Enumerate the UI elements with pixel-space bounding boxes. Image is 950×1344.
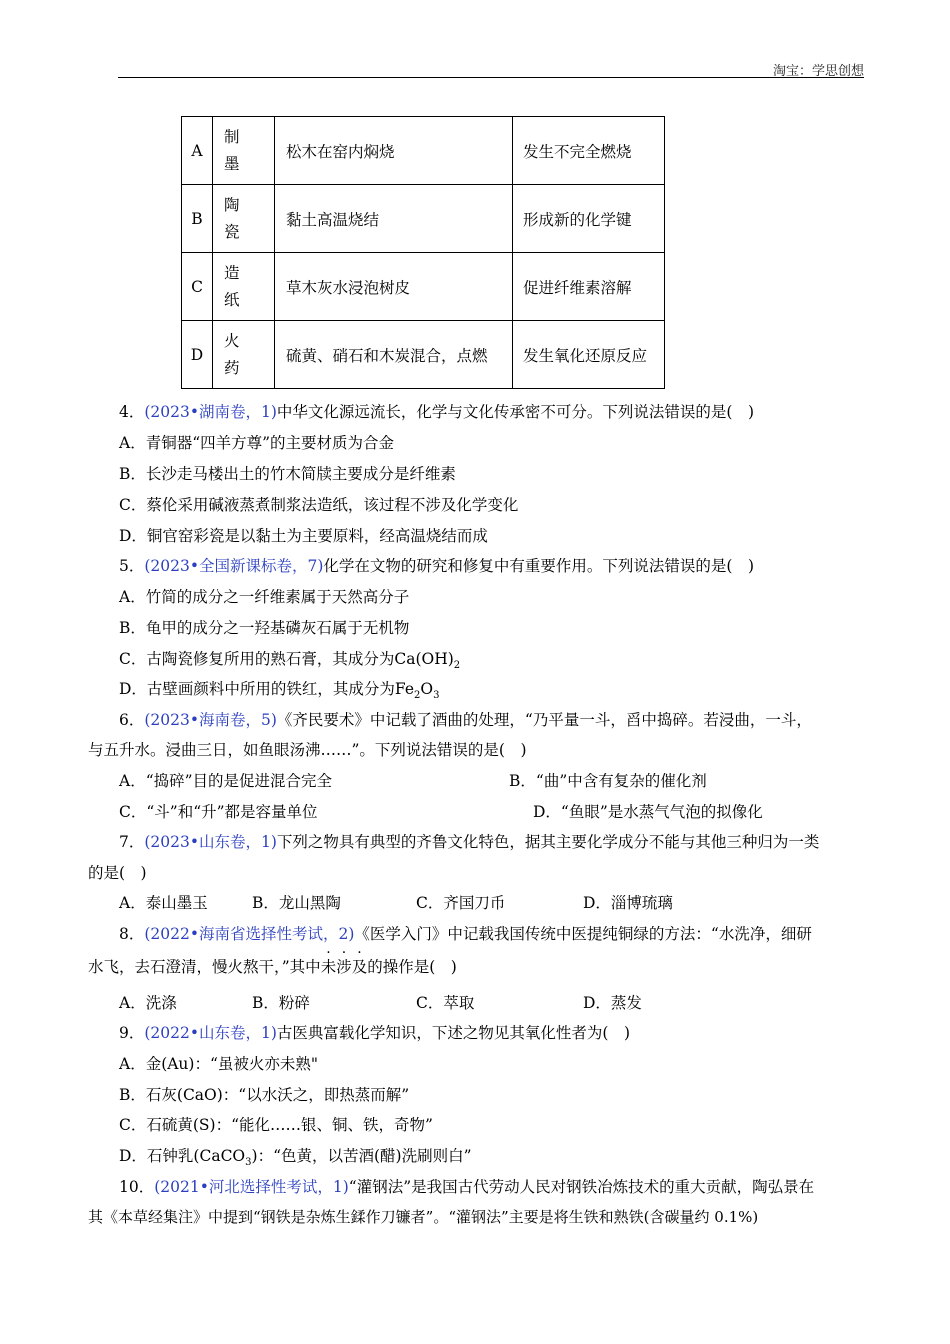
craft-name: 火 药 xyxy=(213,321,275,389)
q4-option-d: D．铜官窑彩瓷是以黏土为主要原料，经高温烧结而成 xyxy=(119,527,488,545)
q6-option-d: D．“鱼眼”是水蒸气气泡的拟像化 xyxy=(533,803,763,821)
process-cell: 黏土高温烧结 xyxy=(275,185,513,253)
q9-option-c: C．石硫黄(S)：“能化……银、铜、铁，奇物” xyxy=(119,1116,433,1134)
q7-option-b: B．龙山黑陶 xyxy=(252,894,341,912)
explanation-cell: 促进纤维素溶解 xyxy=(513,253,665,321)
q4-option-a: A．青铜器“四羊方尊”的主要材质为合金 xyxy=(119,434,395,452)
q4-stem: 4．(2023•湖南卷，1)中华文化源远流长，化学与文化传承密不可分。下列说法错误的是( ) xyxy=(119,403,755,421)
header-rule xyxy=(118,77,864,78)
explanation-cell: 形成新的化学键 xyxy=(513,185,665,253)
q8-option-d: D．蒸发 xyxy=(583,994,642,1012)
table-row xyxy=(182,117,665,185)
row-letter: A xyxy=(182,117,213,185)
q8-stem: 8．(2022•海南省选择性考试，2)《医学入门》中记载我国传统中医提纯铜绿的方法：“水洗净，细研 xyxy=(119,925,812,943)
row-letter: D xyxy=(182,321,213,389)
q6-option-c: C．“斗”和“升”都是容量单位 xyxy=(119,803,318,821)
q9-option-b: B．石灰(CaO)：“以水沃之，即热蒸而解” xyxy=(119,1086,410,1104)
q5-stem: 5．(2023•全国新课标卷，7)化学在文物的研究和修复中有重要作用。下列说法错误的是( ) xyxy=(119,557,755,575)
options-table xyxy=(181,116,665,389)
q7-option-d: D．淄博琉璃 xyxy=(583,894,673,912)
q8-option-a: A．洗涤 xyxy=(119,994,177,1012)
table-row xyxy=(182,185,665,253)
craft-name: 制 墨 xyxy=(213,117,275,185)
q4-option-b: B．长沙走马楼出土的竹木简牍主要成分是纤维素 xyxy=(119,465,456,483)
q9-option-a: A．金(Au)：“虽被火亦未熟" xyxy=(119,1055,319,1073)
row-letter: B xyxy=(182,185,213,253)
q10-stem: 10．(2021•河北选择性考试，1)“灌钢法”是我国古代劳动人民对钢铁冶炼技术的重大贡献，陶弘景在 xyxy=(119,1178,815,1196)
q6-option-a: A．“捣碎”目的是促进混合完全 xyxy=(119,772,333,790)
q7-option-c: C．齐国刀币 xyxy=(416,894,506,912)
process-cell: 草木灰水浸泡树皮 xyxy=(275,253,513,321)
process-cell: 松木在窑内焖烧 xyxy=(275,117,513,185)
q10-stem-cont: 其《本草经集注》中提到“钢铁是杂炼生鍒作刀镰者”。“灌钢法”主要是将生铁和熟铁(含碳量约 0.1%) xyxy=(88,1208,759,1226)
q6-stem-cont: 与五升水。浸曲三日，如鱼眼汤沸……”。下列说法错误的是( ) xyxy=(88,741,527,759)
q7-stem-cont: 的是( ) xyxy=(88,864,147,882)
q8-option-b: B．粉碎 xyxy=(252,994,310,1012)
explanation-cell: 发生不完全燃烧 xyxy=(513,117,665,185)
q4-option-c: C．蔡伦采用碱液蒸煮制浆法造纸，该过程不涉及化学变化 xyxy=(119,496,519,514)
q6-option-b: B．“曲”中含有复杂的催化剂 xyxy=(509,772,707,790)
craft-name: 造 纸 xyxy=(213,253,275,321)
q5-option-b: B．龟甲的成分之一羟基磷灰石属于无机物 xyxy=(119,619,410,637)
process-cell: 硫黄、硝石和木炭混合，点燃 xyxy=(275,321,513,389)
q9-stem: 9．(2022•山东卷，1)古医典富载化学知识，下述之物见其氧化性者为( ) xyxy=(119,1024,631,1042)
q9-option-d: D．石钟乳(CaCO$_3$)：“色黄，以苦酒(醋)洗刷则白” xyxy=(119,1147,472,1169)
table-row xyxy=(182,253,665,321)
q5-option-c: C．古陶瓷修复所用的熟石膏，其成分为$Ca(OH)_2$ xyxy=(119,650,461,672)
craft-name: 陶 瓷 xyxy=(213,185,275,253)
row-letter: C xyxy=(182,253,213,321)
q5-option-a: A．竹简的成分之一纤维素属于天然高分子 xyxy=(119,588,410,606)
page-header: 淘宝：学思创想 xyxy=(772,64,864,79)
q7-option-a: A．泰山墨玉 xyxy=(119,894,208,912)
q8-option-c: C．萃取 xyxy=(416,994,475,1012)
explanation-cell: 发生氧化还原反应 xyxy=(513,321,665,389)
q6-stem: 6．(2023•海南卷，5)《齐民要术》中记载了酒曲的处理，“乃平量一斗，舀中捣碎。若浸曲，一斗， xyxy=(119,711,812,729)
table-row xyxy=(182,321,665,389)
q8-stem-cont: 水飞，去石澄清，慢火熬干，”其中未涉及的操作是( ) xyxy=(88,958,457,976)
q5-option-d: D．古壁画颜料中所用的铁红，其成分为$Fe_2O_3$ xyxy=(119,680,440,702)
q7-stem: 7．(2023•山东卷，1)下列之物具有典型的齐鲁文化特色，据其主要化学成分不能与其他三种归为一类 xyxy=(119,833,820,851)
